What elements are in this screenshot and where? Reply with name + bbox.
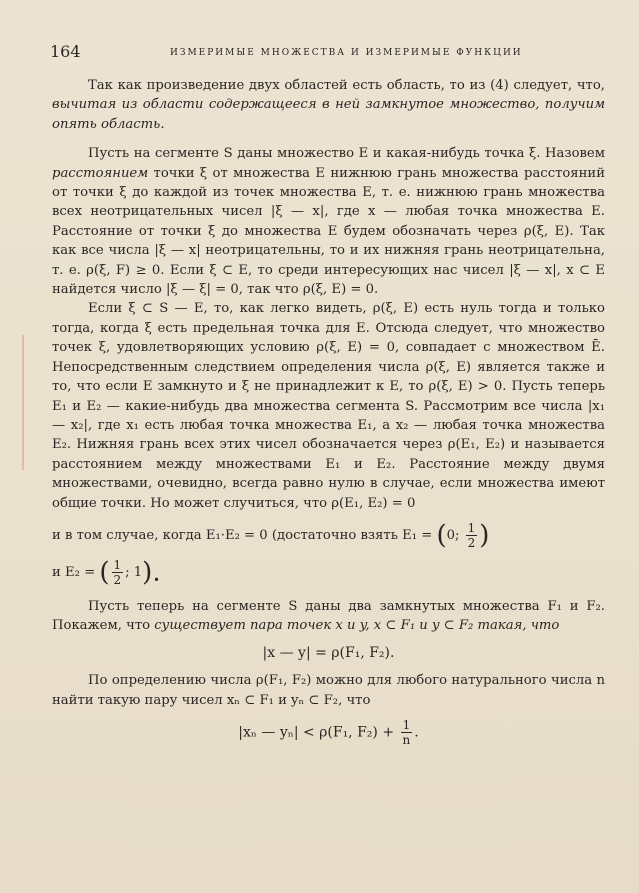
page-header (50, 40, 590, 62)
fraction-numerator: 1 (467, 520, 476, 535)
interval-open-paren: ( (436, 520, 447, 551)
inequality-period: . (414, 724, 419, 741)
paragraph-5: По определению числа ρ(F₁, F₂) можно для любого натурального числа n найти такую пару чисел xₙ ⊂ F₁ и yₙ ⊂ F₂, что (52, 673, 605, 708)
equation-distance: |x — y| = ρ(F₁, F₂). (262, 644, 395, 661)
paragraph-1 (52, 76, 605, 134)
paragraph-2-emphasis: расстоянием (52, 165, 149, 181)
page-body (52, 76, 605, 755)
paragraph-2 (52, 144, 605, 299)
fraction-e2-denominator: 2 (113, 572, 122, 587)
fraction-e2-half (112, 558, 124, 587)
paragraph-3-e2 (52, 558, 605, 587)
interval-e2-end: ; 1 (125, 564, 143, 580)
paragraph-2-text-a: Пусть на сегменте S даны множество E и какая-нибудь точка ξ. Назовем (88, 146, 605, 162)
fraction-denominator: 2 (467, 535, 476, 550)
fraction-e2-numerator: 1 (113, 557, 122, 572)
paragraph-4-text: Пусть теперь на сегменте S даны два замкнутых множества F₁ и F₂. Покажем, что (52, 598, 605, 634)
fraction-n-numerator: 1 (401, 718, 413, 733)
paragraph-1-emphasis: вычитая из области содержащееся в ней замкнутое множество, получим опять область. (52, 97, 605, 132)
equation-inequality (52, 718, 605, 747)
interval-e2-open-paren: ( (99, 557, 110, 588)
inequality-left: |xₙ — yₙ| < ρ(F₁, F₂) + (238, 724, 399, 741)
e2-prefix: и E₂ = (52, 564, 100, 580)
fraction-n-denominator: n (402, 732, 411, 747)
interval-e2-close-paren: ). (142, 557, 161, 588)
running-title: ИЗМЕРИМЫЕ МНОЖЕСТВА И ИЗМЕРИМЫЕ ФУНКЦИИ (170, 48, 523, 58)
fraction-one-half (466, 521, 478, 550)
paragraph-3 (52, 299, 605, 512)
paragraph-3-continuation (52, 521, 605, 550)
paragraph-4-emphasis: существует пара точек x и y, x ⊂ F₁ и y ⊂ F₂ такая, что (154, 618, 560, 634)
page-number: 164 (50, 42, 81, 61)
interval-e1-start: 0; (446, 527, 464, 543)
paragraph-3-cont-text: и в том случае, когда E₁·E₂ = 0 (достаточно взять E₁ = (52, 527, 437, 543)
paragraph-3-text: Если ξ ⊂ S — E, то, как легко видеть, ρ(ξ, E) есть нуль тогда и только тогда, когда ξ есть предельная точка для E. Отсюда следует, что множество точек ξ, удовлетворяющих условию ρ(ξ, E) = 0, совпадает с множеством Ē. Непосредственным следствием определения числа ρ(ξ, E) является также и то, что если E замкнуто и ξ не принадлежит к E, то ρ(ξ, E) > 0. Пусть теперь E₁ и E₂ — какие-нибудь два множества сегмента S. Рассмотрим все числа |x₁ — x₂|, где x₁ есть любая точка множества E₁, а x₂ — любая точка множества E₂. Нижняя грань всех этих чисел обозначается через ρ(E₁, E₂) и называется расстоянием между множествами E₁ и E₂. Расстояние между двумя множествами, очевидно, всегда равно нулю в случае, если множества имеют общие точки. Но может случиться, что ρ(E₁, E₂) = 0 (52, 301, 605, 511)
paragraph-4 (52, 597, 605, 636)
interval-close-paren: ) (479, 520, 490, 551)
paragraph-1-text: Так как произведение двух областей есть область, то из (4) следует, что, (88, 78, 605, 93)
fraction-one-over-n (401, 718, 413, 747)
paragraph-2-text-b: точки ξ от множества E нижнюю грань множества расстояний от точки ξ до каждой из точек множества E, т. е. нижнюю грань множества всех неотрицательных чисел |ξ — x|, где x — любая точка множества E. Расстояние от точки ξ до множества E будем обозначать через ρ(ξ, E). Так как все числа |ξ — x| неотрицательны, то и их нижняя грань неотрицательна, т. е. ρ(ξ, F) ≥ 0. Если ξ ⊂ E, то среди интересующих нас чисел |ξ — x|, x ⊂ E найдется число |ξ — ξ| = 0, так что ρ(ξ, E) = 0. (52, 165, 605, 298)
margin-mark (22, 335, 24, 470)
